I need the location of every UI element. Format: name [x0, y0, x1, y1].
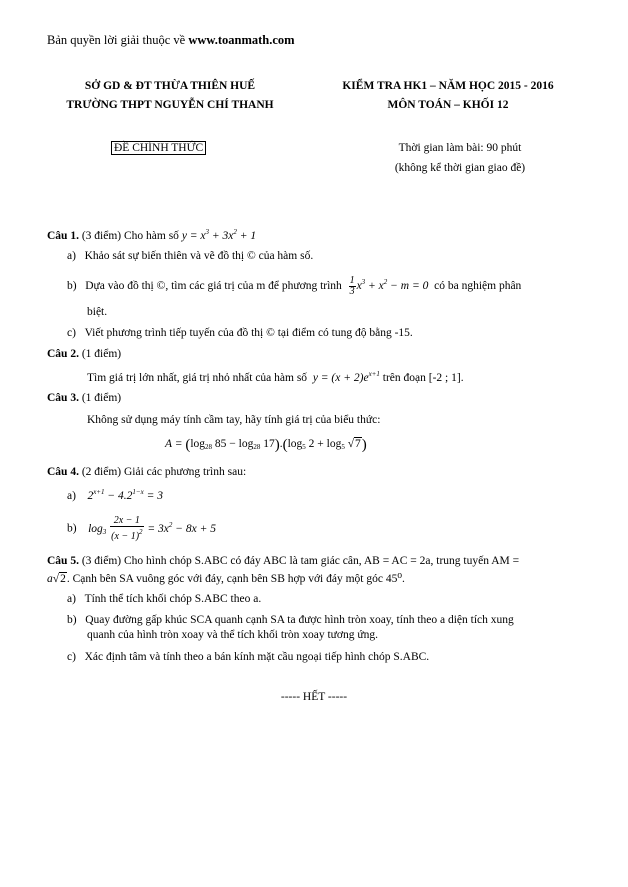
q5b-cont: quanh của hình tròn xoay và thể tích khối tròn xoay tương ứng. [87, 629, 378, 641]
q5a: a) Tính thể tích khối chóp S.ABC theo a. [67, 593, 262, 605]
subject-title: MÔN TOÁN – KHỐI 12 [387, 99, 509, 111]
copyright-line [47, 33, 295, 48]
q5c: c) Xác định tâm và tính theo a bán kính mặt cầu ngoại tiếp hình chóp S.ABC. [67, 651, 430, 663]
q4b: b) $\log_3$ $\frac{2x - 1}{(x - 1)^2}$ = $3x^2 - 8x + 5$ [67, 515, 217, 542]
q1b: b) Dựa vào đồ thị ©, tìm các giá trị của m để phương trình $\frac{1}{3}$ $x^3 + x^2 - m = 0$ có ba nghiệm phân [67, 275, 522, 297]
q3-expression: $A = (\log_{28}$ $85 - \log_{28} 17).(\log_5$ $2 + \log_5 √7$) [165, 437, 367, 453]
q1a: a) Khảo sát sự biến thiên và vẽ đồ thị © của hàm số. [67, 250, 314, 262]
q1-function: $y = x^3 + 3x^2 + 1$ [181, 228, 257, 242]
q5-line2: a√2. Cạnh bên SA vuông góc với đáy, cạnh bên SB hợp với đáy một góc 45⁰. [47, 573, 405, 585]
q1-line: Câu 1. (3 điểm) Cho hàm số $y = x^3 + 3x^2 + 1$ [47, 228, 257, 242]
time-limit: Thời gian làm bài: 90 phút [398, 142, 522, 154]
q2-title: Câu 2. (1 điểm) [47, 348, 122, 360]
q1b-cont: biệt. [87, 306, 108, 318]
q1-label: Câu 1. [47, 230, 79, 242]
school-name: TRƯỜNG THPT NGUYỄN CHÍ THANH [66, 99, 274, 111]
dept-name: SỞ GD & ĐT THỪA THIÊN HUẾ [84, 80, 256, 92]
q1b-equation: $\frac{1}{3}$ $x^3 + x^2 - m = 0$ [349, 275, 429, 297]
q3-title: Câu 3. (1 điểm) [47, 392, 122, 404]
q4b-equation: $\log_3$ $\frac{2x - 1}{(x - 1)^2}$ = $3x^2 - 8x + 5$ [88, 515, 217, 542]
q2-function: $y = (x + 2)e^{x+1}$ [312, 370, 380, 384]
q5b: b) Quay đường gấp khúc SCA quanh cạnh SA ta được hình tròn xoay, tính theo a diện tích xung [67, 614, 514, 626]
q4a-equation: $2^{x+1} - 4.2^{1-x} = 3$ [87, 488, 164, 502]
q2-text: Tìm giá trị lớn nhất, giá trị nhỏ nhất của hàm số $y = (x + 2)e^{x+1}$ trên đoạn [-2 ; 1]. [87, 370, 464, 384]
time-note: (không kể thời gian giao đề) [394, 162, 526, 174]
official-label: ĐỀ CHÍNH THỨC [111, 142, 206, 154]
exam-title: KIỂM TRA HK1 – NĂM HỌC 2015 - 2016 [342, 80, 554, 92]
q1c: c) Viết phương trình tiếp tuyến của đồ thị © tại điểm có tung độ bằng -15. [67, 327, 413, 339]
q3-text: Không sử dụng máy tính cầm tay, hãy tính giá trị của biểu thức: [87, 414, 381, 426]
copyright-site[interactable]: www.toanmath.com [188, 33, 295, 47]
q4a: a) $2^{x+1} - 4.2^{1-x} = 3$ [67, 488, 164, 502]
q5-line: Câu 5. (3 điểm) Cho hình chóp S.ABC có đáy ABC là tam giác cân, AB = AC = 2a, trung tuyến AM = [47, 555, 520, 567]
end-marker: ----- HẾT ----- [280, 691, 348, 703]
copyright-prefix: Bản quyền lời giải thuộc về [47, 33, 189, 47]
q4-title: Câu 4. (2 điểm) Giải các phương trình sau: [47, 466, 247, 478]
